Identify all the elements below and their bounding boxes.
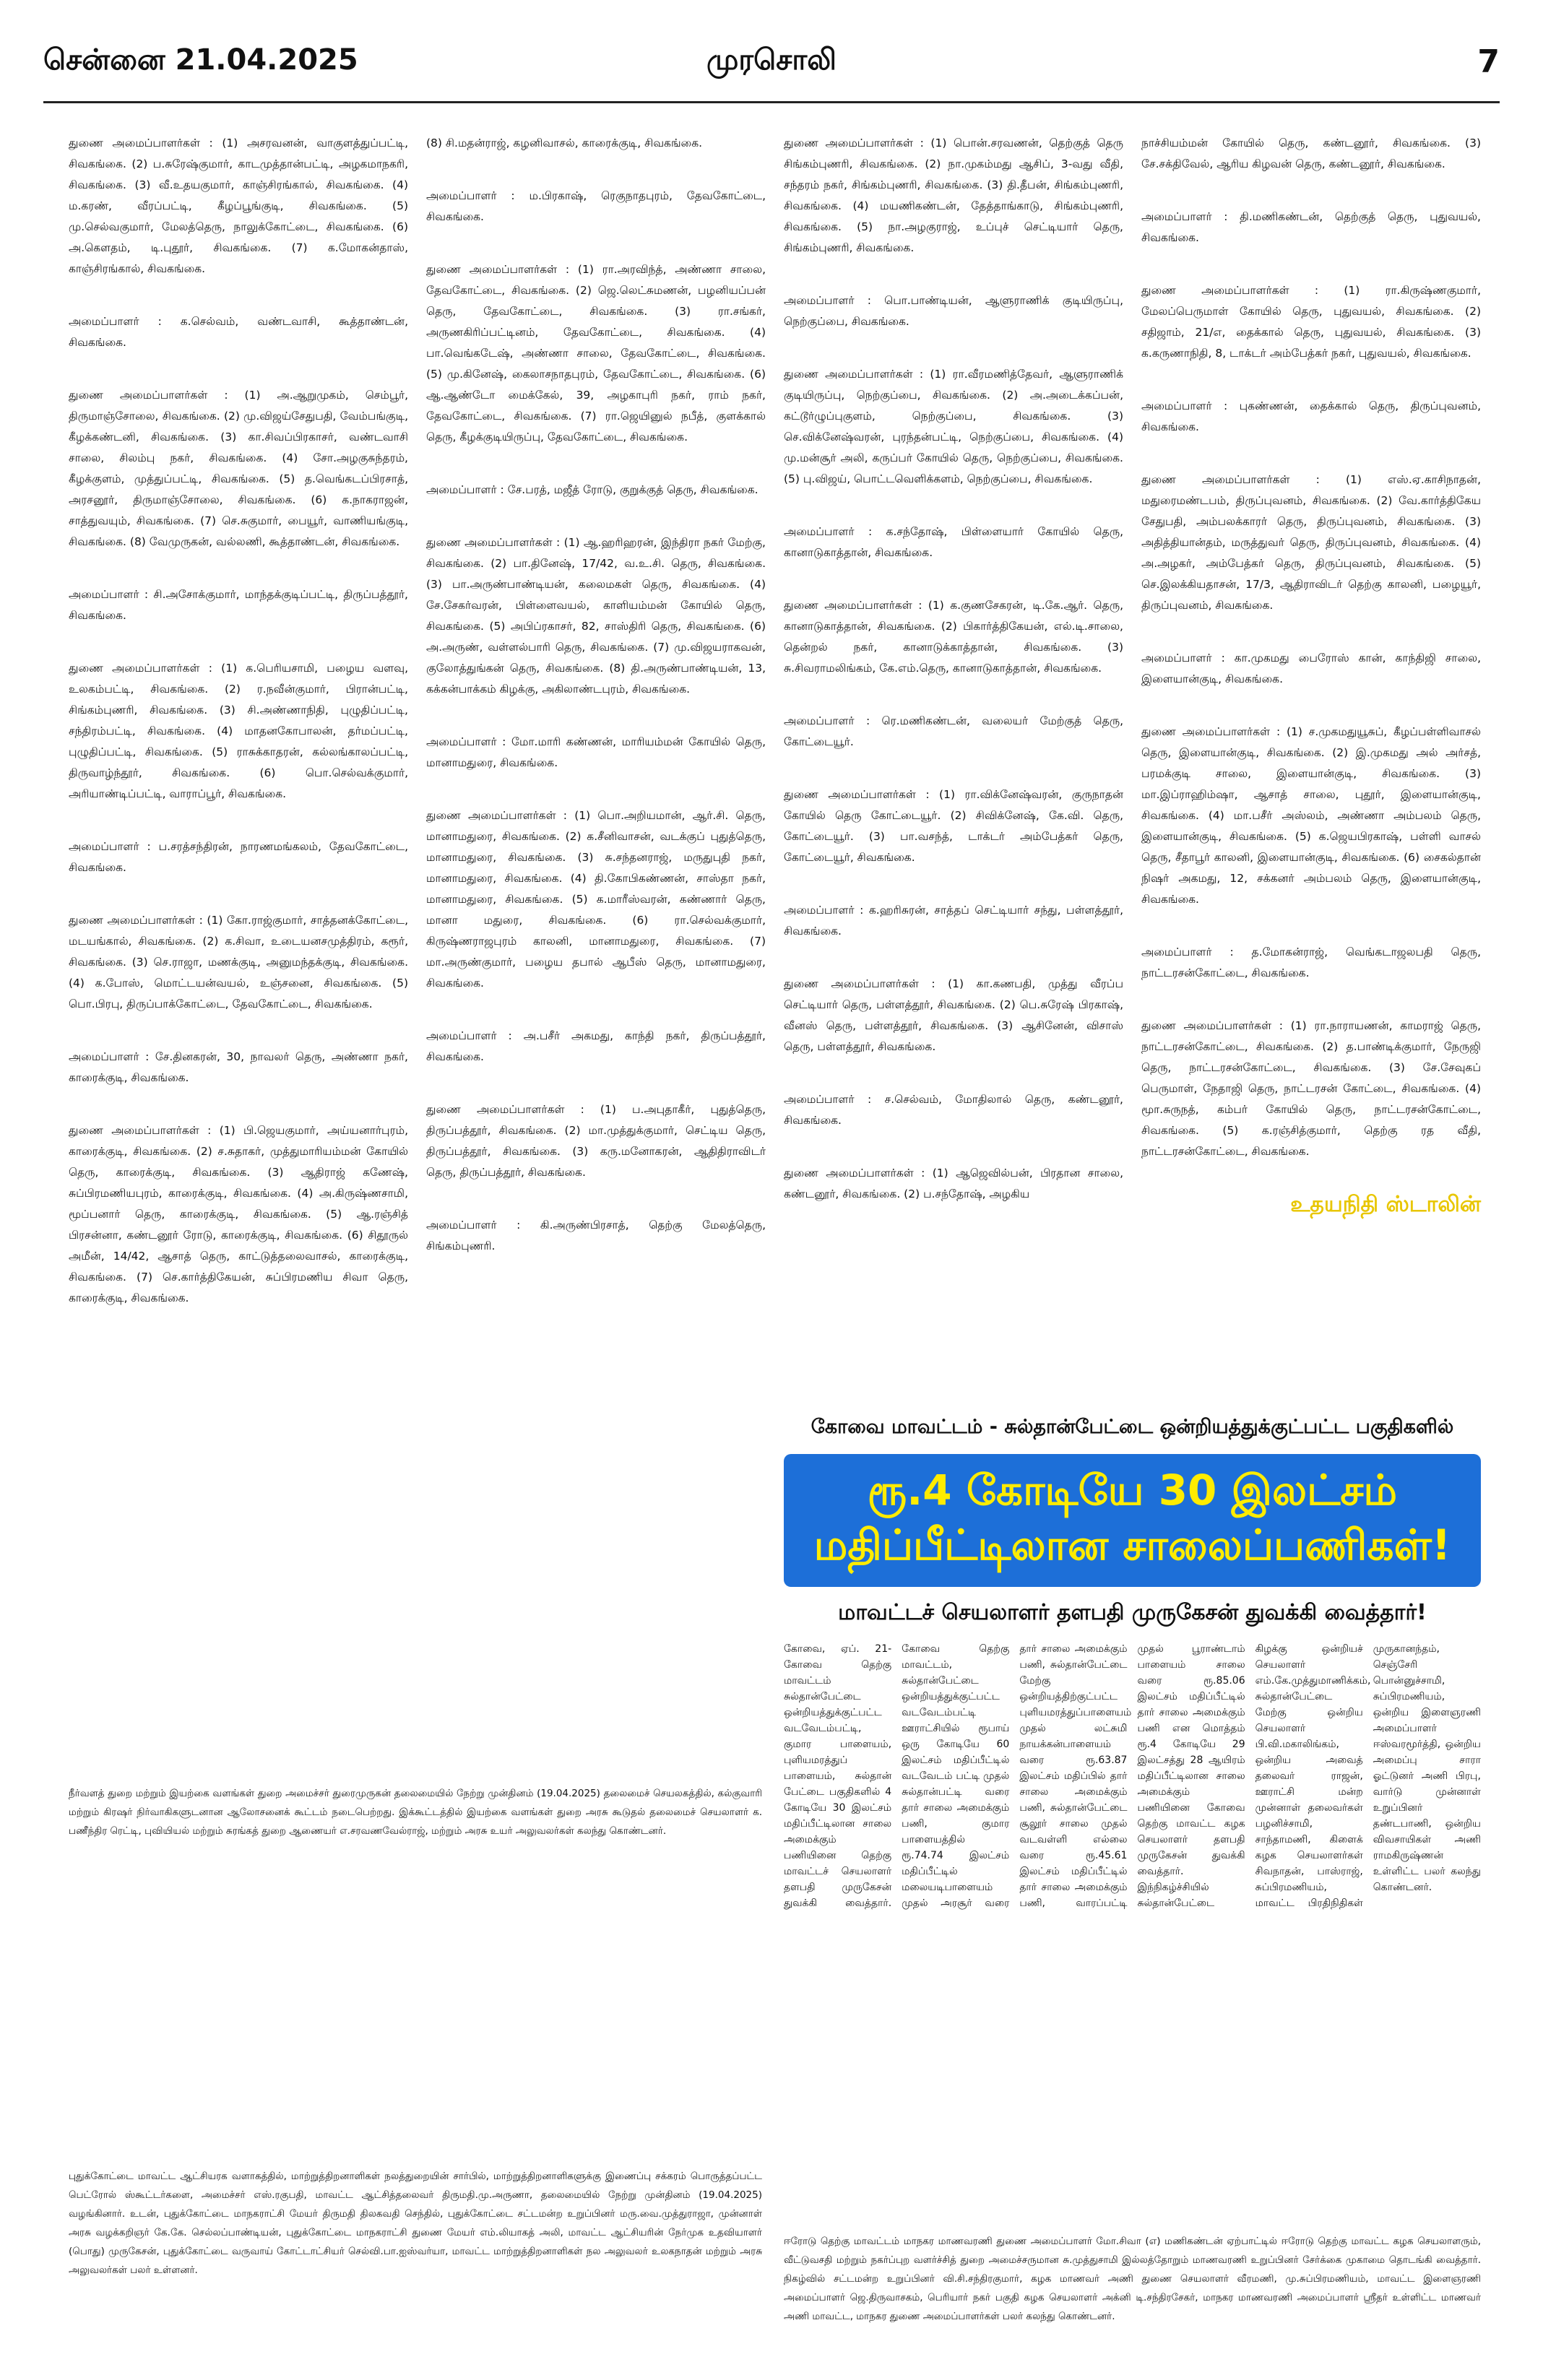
list-item: துணை அமைப்பாளர்கள் : (1) எஸ்.ஏ.காசிநாதன், மதுரைமண்டபம், திருப்புவனம், சிவகங்கை. (2) வே.கார்த்திகேய சேதுபதி, அம்பலக்காரர் தெரு, திருப்புவனம், சிவகங்கை. (3) அதித்தியான்தம், மருத்துவர் தெரு, திருப்புவனம், சிவகங்கை. (4) அ.அழகர், அம்பேத்கர் தெரு, திருப்புவனம், சிவகங்கை. (5) செ.இலக்கியதாசன், 17/3, ஆதிராவிடர் தெற்கு காலனி, பழையூர், திருப்புவனம், சிவகங்கை.	[1141, 473, 1481, 612]
list-item: அமைப்பாளர் : ம.பிரகாஷ், ரெகுநாதபுரம், தேவகோட்டை, சிவகங்கை.	[426, 189, 766, 223]
article-body	[784, 1641, 1481, 1911]
article-kicker: கோவை மாவட்டம் - சுல்தான்பேட்டை ஒன்றியத்துக்குட்பட்ட பகுதிகளில்	[811, 1416, 1454, 1438]
page-header	[43, 43, 1500, 94]
list-item: அமைப்பாளர் : மோ.மாரி கண்ணன், மாரியம்மன் கோயில் தெரு, மானாமதுரை, சிவகங்கை.	[426, 735, 766, 769]
list-item: துணை அமைப்பாளர்கள் : (1) ஆஜெவில்பன், பிரதான சாலை, கண்டனூர், சிவகங்கை. (2) ப.சந்தோஷ், அழகிய	[784, 1167, 1123, 1200]
signature: உதயநிதி ஸ்டாலின்	[1290, 1192, 1481, 1217]
list-item: துணை அமைப்பாளர்கள் : (1) கா.கணபதி, முத்து வீரப்ப செட்டியார் தெரு, பள்ளத்தூர், சிவகங்கை. (2) பெ.சுரேஷ் பிரகாஷ், வீனஸ் தெரு, பள்ளத்தூர், சிவகங்கை. (3) ஆசினேன், விசாஸ் தெரு, பள்ளத்தூர், சிவகங்கை.	[784, 977, 1123, 1053]
list-item: துணை அமைப்பாளர்கள் : (1) ரா.கிருஷ்ணகுமார், மேலப்பெருமாள் கோயில் தெரு, புதுவயல், சிவகங்கை. (2) சதிஜாம், 21/எ, தைக்கால் தெரு, புதுவயல், சிவகங்கை. (3) க.கருணாநிதி, 8, டாக்டர் அம்பேத்கர் நகர், புதுவயல், சிவகங்கை.	[1141, 284, 1481, 360]
list-item: அமைப்பாளர் : ப.சரத்சந்திரன், நாரணமங்கலம், தேவகோட்டை, சிவகங்கை.	[69, 840, 408, 874]
list-item: அமைப்பாளர் : கா.முகமது பைரோஸ் கான், காந்திஜி சாலை, இளையான்குடி, சிவகங்கை.	[1141, 652, 1481, 685]
column-1	[69, 133, 408, 1341]
issue-date: சென்னை 21.04.2025	[43, 43, 358, 77]
header-rule	[43, 101, 1500, 103]
list-item: துணை அமைப்பாளர்கள் : (1) ரா.விக்னேஷ்வரன், குருநாதன் கோயில் தெரு கோட்டையூர். (2) சிவிக்னேஷ், கே.வி. தெரு, கோட்டையூர். (3) பா.வசந்த், டாக்டர் அம்பேத்கர் தெரு, கோட்டையூர், சிவகங்கை.	[784, 788, 1123, 864]
list-item: அமைப்பாளர் : சே.தினகரன், 30, நாவலர் தெரு, அண்ணா நகர், காரைக்குடி, சிவகங்கை.	[69, 1050, 408, 1084]
masthead: முரசொலி	[706, 43, 837, 77]
list-item: துணை அமைப்பாளர்கள் : (1) ஆ.ஹரிஹரன், இந்திரா நகர் மேற்கு, சிவகங்கை. (2) பா.தினேஷ், 17/42, வ.உ.சி. தெரு, சிவகங்கை. (3) பா.அருண்பாண்டியன், கலைமகள் தெரு, சிவகங்கை. (4) சே.சேகர்வரன், பிள்ளைவயல், காளியம்மன் கோயில் தெரு, சிவகங்கை. (5) அபிப்ரகாசர், 82, சாஸ்திரி தெரு, சிவகங்கை. (6) அ.அருண், வள்ளல்பாரி தெரு, சிவகங்கை. (7) மு.விஜயராகவன், குலோத்துங்கன் தெரு, சிவகங்கை. (8) தி.அருண்பாண்டியன், 13, கக்கன்பாக்கம் கிழக்கு, அகிலாண்டபுரம், சிவகங்கை.	[426, 536, 766, 696]
list-item: துணை அமைப்பாளர்கள் : (1) ப.அபுதாகீர், புதுத்தெரு, திருப்பத்தூர், சிவகங்கை. (2) மா.முத்துக்குமார், செட்டிய தெரு, திருப்பத்தூர், சிவகங்கை. (3) கரு.மனோகரன், ஆதிதிராவிடர் தெரு, திருப்பத்தூர், சிவகங்கை.	[426, 1103, 766, 1179]
column-4	[1141, 133, 1481, 1215]
list-item: துணை அமைப்பாளர்கள் : (1) ரா.நாராயணன், காமராஜ் தெரு, நாட்டரசன்கோட்டை, சிவகங்கை. (2) த.பாண்டிக்குமார், நேருஜி தெரு, நாட்டரசன்கோட்டை, சிவகங்கை. (3) சே.சேவுகப் பெருமாள், நேதாஜி தெரு, நாட்டரசன் கோட்டை, சிவகங்கை. (4) மூா.சுருநத், கம்பர் கோயில் தெரு, நாட்டரசன்கோட்டை, சிவகங்கை. (5) க.ரஞ்சித்குமார், தெற்கு ரத வீதி, நாட்டரசன்கோட்டை, சிவகங்கை.	[1141, 1019, 1481, 1158]
list-item: துணை அமைப்பாளர்கள் : (1) ச.முகமதுயூசுப், கீழப்பள்ளிவாசல் தெரு, இளையான்குடி, சிவகங்கை. (2) இ.முகமது அல் அர்சத், பரமக்குடி சாலை, இளையான்குடி, சிவகங்கை. (3) மா.இப்ராஹிம்ஷா, ஆசாத் சாலை, புதூர், இளையான்குடி, சிவகங்கை. (4) மா.பசீர் அஸ்லம், அண்ணா அம்பலம் தெரு, இளையான்குடி, சிவகங்கை. (5) க.ஜெயபிரகாஷ், பள்ளி வாசல் தெரு, சீதாபூர் காலனி, இளையான்குடி, சிவகங்கை. (6) சைகல்தான் நிஷர் அகமது, 12, சக்கனர் அம்பலம் தெரு, இளையான்குடி, சிவகங்கை.	[1141, 725, 1481, 906]
list-item: துணை அமைப்பாளர்கள் : (1) பொன்.சரவணன், தெற்குத் தெரு சிங்கம்புணரி, சிவகங்கை. (2) நா.முகம்மது ஆசிப், 3-வது வீதி, சந்தரம் நகர், சிங்கம்புணரி, சிவகங்கை. (3) தி.தீபன், சிங்கம்புணரி, சிவகங்கை. (4) மயணிகண்டன், தேத்தாங்காடு, சிங்கம்புணரி, சிவகங்கை. (5) நா.அழகுராஜ், உப்புச் செட்டியார் தெரு, சிங்கம்புணரி, சிவகங்கை.	[784, 137, 1123, 254]
list-item: அமைப்பாளர் : க.சந்தோஷ், பிள்ளையார் கோயில் தெரு, கானாடுகாத்தான், சிவகங்கை.	[784, 525, 1123, 559]
photo-caption-3: ஈரோடு தெற்கு மாவட்டம் மாநகர மாணவரணி துணை அமைப்பாளர் மோ.சிவா (எ) மணிகண்டன் ஏற்பாட்டில் ஈரோடு தெற்கு மாவட்ட கழக செயலாளரும், வீட்டுவசதி மற்றும் நகர்ப்புற வளர்ச்சித் துறை அமைச்சருமான சு.முத்துசாமி இல்லத்தோறும் மாணவரணி உறுப்பினர் சேர்க்கை முகாமை தொடங்கி வைத்தார். நிகழ்வில் சட்டமன்ற உறுப்பினர் வி.சி.சந்திரகுமார், கழக மாணவர் அணி துணை செயலாளர் வீரமணி, மு.சுப்பிரமணியம், மாவட்ட இளைஞரணி அமைப்பாளர் ஜெ.திருவாசகம், பெரியார் நகர் பகுதி கழக செயலாளர் அக்னி டி.சந்திரசேகர், மாநகர மாணவரணி அமைப்பாளர் ஸ்ரீதர் உள்ளிட்ட மாணவர் அணி மாவட்ட, மாநகர துணை அமைப்பாளர்கள் பலர் கலந்து கொண்டனர்.	[784, 2236, 1481, 2322]
list-item: துணை அமைப்பாளர்கள் : (1) பி.ஜெயகுமார், அய்யனார்புரம், காரைக்குடி, சிவகங்கை. (2) ச.சுதாகர், முத்துமாரியம்மன் கோயில் தெரு, காரைக்குடி, சிவகங்கை. (3) ஆதிராஜ் கணேஷ், சுப்பிரமணியபுரம், காரைக்குடி, சிவகங்கை. (4) அ.கிருஷ்ணசாமி, மூப்பனார் தெரு, காரைக்குடி, சிவகங்கை. (5) ஆ.ரஞ்சித் பிரசன்னா, கண்டனூர் ரோடு, காரைக்குடி, சிவகங்கை. (6) சிதூருல் அமீன், 14/42, ஆசாத் தெரு, காட்டுத்தலைவாசல், காரைக்குடி, சிவகங்கை. (7) செ.கார்த்திகேயன், சுப்பிரமணிய சிவா தெரு, காரைக்குடி, சிவகங்கை.	[69, 1124, 408, 1304]
list-item: அமைப்பாளர் : கி.அருண்பிரசாத், தெற்கு மேலத்தெரு, சிங்கம்புணரி.	[426, 1219, 766, 1252]
article-deck: மாவட்டச் செயலாளர் தளபதி முருகேசன் துவக்கி வைத்தார்!	[838, 1600, 1427, 1625]
photo-caption-2: புதுக்கோட்டை மாவட்ட ஆட்சியரக வளாகத்தில், மாற்றுத்திறனாளிகள் நலத்துறையின் சார்பில், மாற்றுத்திறனாளிகளுக்கு இணைப்பு சக்கரம் பொருத்தப்பட்ட பெட்ரோல் ஸ்கூட்டர்களை, அமைச்சர் எஸ்.ரகுபதி, மாவட்ட ஆட்சித்தலைவர் திருமதி.மு.அருணா, தலைமையில் நேற்று முன்தினம் (19.04.2025) வழங்கினார். உடன், புதுக்கோட்டை மாநகராட்சி மேயர் திருமதி திலகவதி செந்தில், புதுக்கோட்டை சட்டமன்ற உறுப்பினர் மரு.வை.முத்துராஜா, முன்னாள் அரசு வழக்கறிஞர் கே.கே. செல்லப்பாண்டியன், புதுக்கோட்டை மாநகராட்சி துணை மேயர் எம்.லியாகத் அலி, மாவட்ட ஆட்சியரின் நேர்முக உதவியாளர் (பொது) முருகேசன், புதுக்கோட்டை வருவாய் கோட்டாட்சியர் செல்வி.பா.ஐஸ்வர்யா, மாவட்ட மாற்றுத்திறனாளிகள் நல அலுவலர் உலகநாதன் மற்றும் அரசு அலுவலர்கள் பலர் உள்ளனர்.	[69, 2171, 762, 2276]
column-3	[784, 133, 1123, 1237]
list-item: அமைப்பாளர் : க.செல்வம், வண்டவாசி, கூத்தாண்டன், சிவகங்கை.	[69, 315, 408, 349]
list-item: அமைப்பாளர் : அ.பசீர் அகமது, காந்தி நகர், திருப்பத்தூர், சிவகங்கை.	[426, 1029, 766, 1063]
list-item: துணை அமைப்பாளர்கள் : (1) பொ.அறியமான், ஆர்.சி. தெரு, மானாமதுரை, சிவகங்கை. (2) க.சீனிவாசன், வடக்குப் புதுத்தெரு, மானாமதுரை, சிவகங்கை. (3) சு.சந்தனராஜ், மருதுபுதி நகர், மானாமதுரை, சிவகங்கை. (4) தி.கோபிகண்ணன், சாஸ்தா நகர், மானாமதுரை, சிவகங்கை. (5) க.மாரீஸ்வரன், கண்ணார் தெரு, மானா மதுரை, சிவகங்கை. (6) ரா.செல்வக்குமார், கிருஷ்ணராஜபுரம் காலனி, மானாமதுரை, சிவகங்கை. (7) மா.அருண்குமார், பழைய தபால் ஆபீஸ் தெரு, மானாமதுரை, சிவகங்கை.	[426, 809, 766, 990]
news-article	[784, 1416, 1481, 1911]
list-item: நாச்சியம்மன் கோயில் தெரு, கண்டனூர், சிவகங்கை. (3) சே.சக்திவேல், ஆரிய கிழவன் தெரு, கண்டனூர், சிவகங்கை.	[1141, 137, 1481, 170]
photo-caption-1: நீர்வளத் துறை மற்றும் இயற்கை வளங்கள் துறை அமைச்சர் துரைமுருகன் தலைமையில் நேற்று முன்தினம் (19.04.2025) தலைமைச் செயலகத்தில், கல்குவாரி மற்றும் கிரஷர் நிர்வாகிகளுடனான ஆலோசனைக் கூட்டம் நடைபெற்றது. இக்கூட்டத்தில் இயற்கை வளங்கள் துறை அரசு கூடுதல் தலைமைச் செயலாளர் க. பணீந்திர ரெட்டி, புவியியல் மற்றும் சுரங்கத் துறை ஆணையர் எ.சரவணவேல்ராஜ், மற்றும் அரசு உயர் அலுவலர்கள் கலந்து கொண்டனர்.	[69, 1788, 762, 1837]
list-item: துணை அமைப்பாளர்கள் : (1) ரா.வீரமணித்தேவர், ஆளுராணிக் குடியிருப்பு, நெற்குப்பை, சிவகங்கை. (2) அ.அடைக்கப்பன், கட்டூர்ழுப்புகுளம், நெற்குப்பை, சிவகங்கை. (3) செ.விக்னேஷ்வரன், புரந்தன்பட்டி, நெற்குப்பை, சிவகங்கை. (4) மு.மன்சூர் அலி, கருப்பர் கோயில் தெரு, நெற்குப்பை, சிவகங்கை. (5) பு.விஜய், பொட்டவெளிக்களம், நெற்குப்பை, சிவகங்கை.	[784, 368, 1123, 485]
list-item: (8) சி.மதன்ராஜ், கழனிவாசல், காரைக்குடி, சிவகங்கை.	[426, 137, 703, 150]
article-body-text: கோவை, ஏப். 21- கோவை தெற்கு மாவட்டம் சுல்தான்பேட்டை ஒன்றியத்துக்குட்பட்ட வடவேடம்பட்டி, குமார பாளையம், புளியமரத்துப் பாளையம், சுல்தான் பேட்டை பகுதிகளில் 4 கோடியே 30 இலட்சம் மதிப்பீட்டிலான சாலை அமைக்கும் பணியினை தெற்கு மாவட்டச் செயலாளர் தளபதி முருகேசன் துவக்கி வைத்தார். கோவை தெற்கு மாவட்டம், சுல்தான்பேட்டை ஒன்றியத்துக்குட்பட்ட வடவேடம்பட்டி ஊராட்சியில் ரூபாய் ஒரு கோடியே 60 இலட்சம் மதிப்பீட்டில் வடவேடம் பட்டி முதல் சுல்தான்பட்டி வரை தார் சாலை அமைக்கும் பணி, குமார பாளையத்தில் ரூ.74.74 இலட்சம் மதிப்பீட்டில் மலையடிபாளையம் முதல் அரசூர் வரை தார் சாலை அமைக்கும் பணி, சுல்தான்பேட்டை மேற்கு ஒன்றியத்திற்குட்பட்ட புளியமரத்துப்பாளையம் முதல் லட்சுமி நாயக்கன்பாளையம் வரை ரூ.63.87 இலட்சம் மதிப்பில் தார் சாலை அமைக்கும் பணி, சுல்தான்பேட்டை சூலூர் சாலை முதல் வடவள்ளி எல்லை வரை ரூ.45.61 இலட்சம் மதிப்பீட்டில் தார் சாலை அமைக்கும் பணி, வாரப்பட்டி முதல் பூராண்டாம் பாளையம் சாலை வரை ரூ.85.06 இலட்சம் மதிப்பீட்டில் தார் சாலை அமைக்கும் பணி என மொத்தம் ரூ.4 கோடியே 29 இலட்சத்து 28 ஆயிரம் மதிப்பீட்டிலான சாலை அமைக்கும் பணியினை கோவை தெற்கு மாவட்ட கழக செயலாளர் தளபதி முருகேசன் துவக்கி வைத்தார். இந்நிகழ்ச்சியில் சுல்தான்பேட்டை கிழக்கு ஒன்றியச் செயலாளர் எம்.கே.முத்துமாணிக்கம், சுல்தான்பேட்டை மேற்கு ஒன்றிய செயலாளர் பி.வி.மகாலிங்கம், ஒன்றிய அவைத் தலைவர் ராஜன், ஊராட்சி மன்ற முன்னாள் தலைவர்கள் பழனிச்சாமி, சாந்தாமணி, கிளைக் கழக செயலாளர்கள் சிவநாதன், பாஸ்ராஜ், சுப்பிரமணியம், மாவட்ட பிரதிநிதிகள் முருகானந்தம், செஞ்சேரி பொன்னுச்சாமி, சுப்பிரமணியம், ஒன்றிய இளைஞரணி அமைப்பாளர் ஈஸ்வரமூர்த்தி, ஒன்றிய அமைப்பு சாரா ஓட்டுனர் அணி பிரபு, வார்டு முன்னாள் உறுப்பினர் தண்டபாணி, ஒன்றிய விவசாயிகள் அணி ராமகிருஷ்ணன் உள்ளிட்ட பலர் கலந்து கொண்டனர்.	[784, 1643, 1481, 1909]
list-item: அமைப்பாளர் : சி.அசோக்குமார், மாந்தக்குடிப்பட்டி, திருப்பத்தூர், சிவகங்கை.	[69, 588, 408, 622]
list-item: அமைப்பாளர் : ரெ.மணிகண்டன், வலையர் மேற்குத் தெரு, கோட்டையூர்.	[784, 714, 1123, 748]
list-item: அமைப்பாளர் : தி.மணிகண்டன், தெற்குத் தெரு, புதுவயல், சிவகங்கை.	[1141, 210, 1481, 244]
list-item: துணை அமைப்பாளர்கள் : (1) க.குணசேகரன், டி.கே.ஆர். தெரு, கானாடுகாத்தான், சிவகங்கை. (2) பிகார்த்திகேயன், எல்.டி.சாலை, தென்றல் நகர், கானாடுக்காத்தான், சிவகங்கை. (3) சு.சிவராமலிங்கம், கே.எம்.தெரு, கானாடுகாத்தான், சிவகங்கை.	[784, 599, 1123, 675]
list-item: துணை அமைப்பாளர்கள் : (1) கோ.ராஜ்குமார், சாத்தனக்கோட்டை, மடயங்கால், சிவகங்கை. (2) க.சிவா, உடையனசமுத்திரம், கரூர், சிவகங்கை. (3) செ.ராஜா, மணக்குடி, அனுமந்தக்குடி, சிவகங்கை. (4) க.போஸ், மொட்டயன்வயல், உஞ்சனை, சிவகங்கை. (5) பொ.பிரபு, திருப்பாக்கோட்டை, தேவகோட்டை, சிவகங்கை.	[69, 914, 408, 1011]
list-item: துணை அமைப்பாளர்கள் : (1) ரா.அரவிந்த், அண்ணா சாலை, தேவகோட்டை, சிவகங்கை. (2) ஜெ.லெட்சுமணன், பழனியப்பன் தெரு, தேவகோட்டை, சிவகங்கை. (3) ரா.சங்கர், அருணகிரிப்பட்டினம், தேவகோட்டை, சிவகங்கை. (4) பா.வெங்கடேஷ், அண்ணா சாலை, தேவகோட்டை, சிவகங்கை. (5) மு.கினேஷ், கைலாசநாதபுரம், தேவகோட்டை, சிவகங்கை. (6) ஆ.ஆண்டோ மைக்கேல், 39, அழகாபுரி நகர், ராம் நகர், தேவகோட்டை, சிவகங்கை. (7) ரா.ஜெயினுல் நபீத், குளக்கால் தெரு, கீழக்குடியிருப்பு, தேவகோட்டை, சிவகங்கை.	[426, 263, 766, 443]
list-item: அமைப்பாளர் : த.மோகன்ராஜ், வெங்கடாஜலபதி தெரு, நாட்டரசன்கோட்டை, சிவகங்கை.	[1141, 945, 1481, 979]
list-item: துணை அமைப்பாளர்கள் : (1) அசரவனன், வாகுளத்துப்பட்டி, சிவகங்கை. (2) ப.சுரேஷ்குமார், காடமுத்தான்பட்டி, அழகமாநகரி, சிவகங்கை. (3) வீ.உதயகுமார், காஞ்சிரங்கால், சிவகங்கை. (4) ம.கரண், வீரப்பட்டி, கீழப்பூங்குடி, சிவகங்கை. (5) மு.செல்வகுமார், மேலத்தெரு, நாலுக்கோட்டை, சிவகங்கை. (6) அ.கௌதம், டி.புதூர், சிவகங்கை. (7) க.மோகன்தாஸ், காஞ்சிரங்கால், சிவகங்கை.	[69, 137, 408, 275]
article-headline: ரூ.4 கோடியே 30 இலட்சம் மதிப்பீட்டிலான சாலைப்பணிகள்!	[784, 1454, 1481, 1587]
list-item: துணை அமைப்பாளர்கள் : (1) க.பெரியசாமி, பழைய வளவு, உலகம்பட்டி, சிவகங்கை. (2) ர.நவீன்குமார், பிரான்பட்டி, சிங்கம்புணரி, சிவகங்கை. (3) சி.அண்ணாநிதி, புழுதிப்பட்டி, சந்திரம்பட்டி, சிவகங்கை. (4) மாதனகோபாலன், தர்மப்பட்டி, புழுதிப்பட்டி, சிவகங்கை. (5) ராசுக்காதரன், கல்லங்காலப்பட்டி, திருவாழ்ந்தூர், சிவகங்கை. (6) பொ.செல்வக்குமார், அரியாண்டிப்பட்டி, வாராப்பூர், சிவகங்கை.	[69, 662, 408, 800]
list-item: துணை அமைப்பாளர்கள் : (1) அ.ஆறுமுகம், செம்பூர், திருமாஞ்சோலை, சிவகங்கை. (2) மு.விஜய்சேதுபதி, வேம்பங்குடி, கீழக்கண்டனி, சிவகங்கை. (3) கா.சிவப்பிரகாசர், வண்டவாசி சாலை, சிலம்பு நகர், சிவகங்கை. (4) சோ.அழகுசுந்தரம், கீழக்குளம், முத்துப்பட்டி, சிவகங்கை. (5) த.வெங்கடப்பிரசாத், அரசனூர், திருமாஞ்சோலை, சிவகங்கை. (6) க.நாகராஜன், சாத்துவயும், சிவகங்கை. (7) செ.சுகுமார், பையூர், வாணியங்குடி, சிவகங்கை. (8) வேமுருகன், வல்லணி, கூத்தாண்டன், சிவகங்கை.	[69, 389, 408, 548]
list-item: அமைப்பாளர் : சே.பரத், மஜீத் ரோடு, குறுக்குத் தெரு, சிவகங்கை.	[426, 483, 758, 496]
list-item: அமைப்பாளர் : க.ஹரிசுரன், சாத்தப் செட்டியார் சந்து, பள்ளத்தூர், சிவகங்கை.	[784, 904, 1123, 938]
column-2	[426, 133, 766, 1289]
list-item: அமைப்பாளர் : பொ.பாண்டியன், ஆளுராணிக் குடியிருப்பு, நெற்குப்பை, சிவகங்கை.	[784, 294, 1123, 328]
page-number: 7	[1477, 43, 1500, 80]
list-item: அமைப்பாளர் : ச.செல்வம், மோதிலால் தெரு, கண்டனூர், சிவகங்கை.	[784, 1093, 1123, 1127]
list-item: அமைப்பாளர் : புகண்ணன், தைக்கால் தெரு, திருப்புவனம், சிவகங்கை.	[1141, 399, 1481, 433]
